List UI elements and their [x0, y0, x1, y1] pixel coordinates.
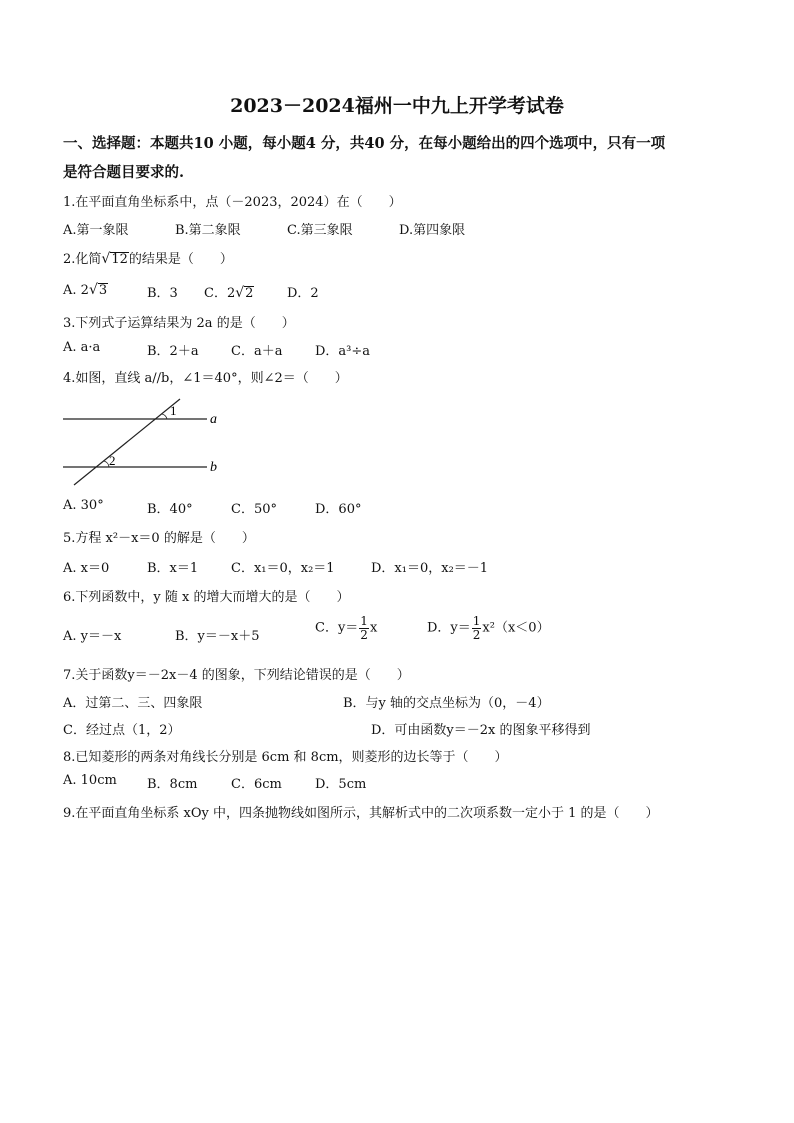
- q2-a-coef: A. 2: [63, 283, 89, 298]
- q4-option-b: B．40°: [147, 502, 193, 517]
- q2-option-c: [204, 282, 254, 301]
- q6-c-post: x: [369, 620, 378, 636]
- q3-option-a: A. a·a: [63, 340, 101, 355]
- q2-option-b: B．3: [147, 286, 178, 301]
- section-heading-line1: 一、选择题：本题共10 小题，每小题4 分，共40 分，在每小题给出的四个选项中，只有一项: [63, 135, 666, 152]
- q6-d-numerator: 1: [472, 614, 481, 628]
- q4-option-c: C．50°: [231, 502, 277, 517]
- q2-radicand: 12: [111, 252, 128, 267]
- q8-option-a: A. 10cm: [63, 773, 117, 788]
- q7-option-d: D．可由函数y＝－2x 的图象平移得到: [371, 723, 591, 738]
- q3-option-c: C．a＋a: [231, 344, 283, 359]
- q2-option-d: D．2: [287, 286, 319, 301]
- q1-option-d: D.第四象限: [399, 223, 466, 238]
- q2-option-a: [63, 282, 108, 298]
- question-8: 8.已知菱形的两条对角线长分别是 6cm 和 8cm，则菱形的边长等于（ ）: [63, 750, 508, 765]
- q6-c-fraction: [359, 615, 369, 641]
- q6-d-denominator: 2: [472, 627, 481, 642]
- q7-option-a: A．过第二、三、四象限: [63, 696, 203, 711]
- question-4: 4.如图，直线 a//b，∠1＝40°，则∠2＝（ ）: [63, 371, 348, 386]
- q7-option-b: B．与y 轴的交点坐标为（0，－4）: [343, 696, 550, 711]
- angle-2-label: 2: [109, 453, 116, 468]
- q2-stem-pre: 2.化简: [63, 252, 102, 267]
- question-3: 3.下列式子运算结果为 2a 的是（ ）: [63, 316, 295, 331]
- q5-option-c: C．x₁＝0，x₂＝1: [231, 561, 335, 576]
- section-heading-line2: 是符合题目要求的.: [63, 164, 185, 181]
- q2-c-coef: C．2: [204, 286, 236, 301]
- q5-option-b: B．x＝1: [147, 561, 199, 576]
- q1-option-a: A.第一象限: [63, 223, 129, 238]
- question-6: 6.下列函数中，y 随 x 的增大而增大的是（ ）: [63, 590, 350, 605]
- q6-c-numerator: 1: [360, 614, 368, 628]
- q5-option-a: A. x＝0: [63, 561, 110, 576]
- q4-option-a: A. 30°: [63, 498, 104, 513]
- q1-option-b: B.第二象限: [175, 223, 241, 238]
- q2-a-radicand: 3: [98, 283, 108, 298]
- line-b-label: b: [210, 460, 217, 475]
- angle-1-arc: [162, 414, 167, 419]
- q6-option-d: [427, 615, 550, 641]
- q1-option-c: C.第三象限: [287, 223, 353, 238]
- question-2: [63, 248, 233, 267]
- q4-option-d: D．60°: [315, 502, 362, 517]
- q6-option-a: A. y＝－x: [63, 629, 122, 644]
- line-a-label: a: [210, 412, 217, 427]
- q5-option-d: D．x₁＝0，x₂＝－1: [371, 561, 489, 576]
- q3-option-d: D．a³÷a: [315, 344, 371, 359]
- q3-option-b: B．2＋a: [147, 344, 199, 359]
- q6-c-pre: C．y＝: [315, 620, 359, 636]
- q6-option-b: B．y＝－x＋5: [175, 629, 260, 644]
- sqrt-sign: √: [101, 251, 111, 267]
- q2-stem-post: 的结果是（ ）: [128, 252, 233, 267]
- q6-d-fraction: [472, 615, 482, 641]
- question-5: 5.方程 x²－x＝0 的解是（ ）: [63, 531, 255, 546]
- q6-c-denominator: 2: [360, 627, 368, 642]
- question-1: 1.在平面直角坐标系中，点（－2023，2024）在（ ）: [63, 195, 402, 210]
- page-title: 2023－2024福州一中九上开学考试卷: [230, 95, 564, 117]
- q7-option-c: C．经过点（1，2）: [63, 723, 181, 738]
- question-7: 7.关于函数y＝－2x－4 的图象，下列结论错误的是（ ）: [63, 668, 410, 683]
- q8-option-d: D．5cm: [315, 777, 367, 792]
- angle-1-label: 1: [170, 403, 177, 418]
- question-9: 9.在平面直角坐标系 xOy 中，四条抛物线如图所示，其解析式中的二次项系数一定小于 1 的是（ ）: [63, 806, 659, 821]
- q6-d-pre: D．y＝: [427, 620, 471, 636]
- q8-option-b: B．8cm: [147, 777, 198, 792]
- q2-c-radicand: 2: [245, 286, 254, 301]
- parallel-lines-figure: [60, 395, 230, 490]
- sqrt-sign: √: [235, 285, 245, 301]
- q6-d-post: x²（x＜0）: [482, 620, 550, 636]
- q8-option-c: C．6cm: [231, 777, 282, 792]
- q6-option-c: [315, 615, 377, 641]
- sqrt-sign: √: [88, 282, 98, 298]
- transversal: [74, 399, 180, 485]
